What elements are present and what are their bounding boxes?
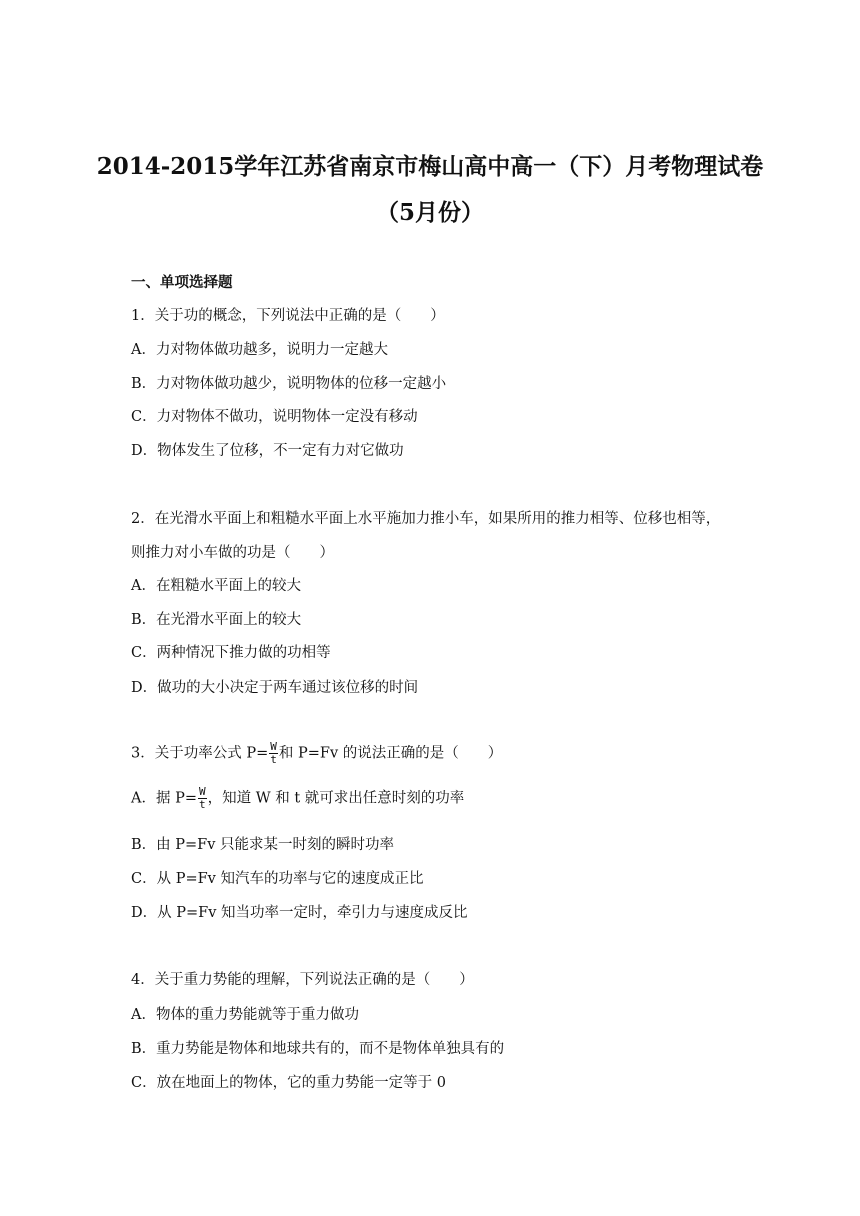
title-line-2: （5月份） (375, 199, 484, 226)
question-1-stem: 1．关于功的概念，下列说法中正确的是（ ） (131, 308, 445, 324)
question-2-stem-line-1: 2．在光滑水平面上和粗糙水平面上水平施加力推小车，如果所用的推力相等、位移也相等， (131, 511, 721, 527)
fraction-numerator: W (199, 785, 206, 798)
question-2-stem-line-2: 则推力对小车做的功是（ ） (131, 545, 334, 561)
question-3-stem-pre: 3．关于功率公式 P= (131, 745, 269, 762)
question-3-option-d: D．从 P=Fv 知当功率一定时，牵引力与速度成反比 (131, 905, 468, 921)
question-3-option-a-post: ，知道 W 和 t 就可求出任意时刻的功率 (207, 790, 465, 807)
question-3-option-a-pre: A．据 P= (131, 790, 197, 807)
question-3-option-c: C．从 P=Fv 知汽车的功率与它的速度成正比 (131, 871, 424, 887)
question-4-option-a: A．物体的重力势能就等于重力做功 (131, 1007, 359, 1023)
question-1-option-c: C．力对物体不做功，说明物体一定没有移动 (131, 409, 418, 425)
question-3-option-a (131, 786, 464, 811)
question-3-stem-post: 和 P=Fv 的说法正确的是（ ） (278, 745, 503, 762)
question-2-option-a: A．在粗糙水平面上的较大 (131, 578, 301, 594)
question-4-option-c: C．放在地面上的物体，它的重力势能一定等于 0 (131, 1075, 446, 1091)
fraction-denominator: t (270, 753, 277, 766)
question-2-option-d: D．做功的大小决定于两车通过该位移的时间 (131, 680, 419, 696)
question-3-stem (131, 741, 502, 766)
question-2-option-b: B．在光滑水平面上的较大 (131, 612, 302, 628)
question-2-option-c: C．两种情况下推力做的功相等 (131, 645, 331, 661)
fraction-w-over-t (269, 741, 278, 766)
question-4-stem: 4．关于重力势能的理解，下列说法正确的是（ ） (131, 972, 474, 988)
fraction-numerator: W (270, 740, 277, 753)
fraction-denominator: t (199, 798, 206, 811)
question-1-option-a: A．力对物体做功越多，说明力一定越大 (131, 342, 388, 358)
title-line-1: 2014-2015学年江苏省南京市梅山高中高一（下）月考物理试卷 (96, 153, 764, 180)
section-heading: 一、单项选择题 (131, 274, 233, 291)
question-1-option-d: D．物体发生了位移，不一定有力对它做功 (131, 443, 404, 459)
fraction-w-over-t (198, 786, 207, 811)
question-3-option-b: B．由 P=Fv 只能求某一时刻的瞬时功率 (131, 837, 395, 853)
question-4-option-b: B．重力势能是物体和地球共有的，而不是物体单独具有的 (131, 1041, 505, 1057)
question-1-option-b: B．力对物体做功越少，说明物体的位移一定越小 (131, 376, 447, 392)
